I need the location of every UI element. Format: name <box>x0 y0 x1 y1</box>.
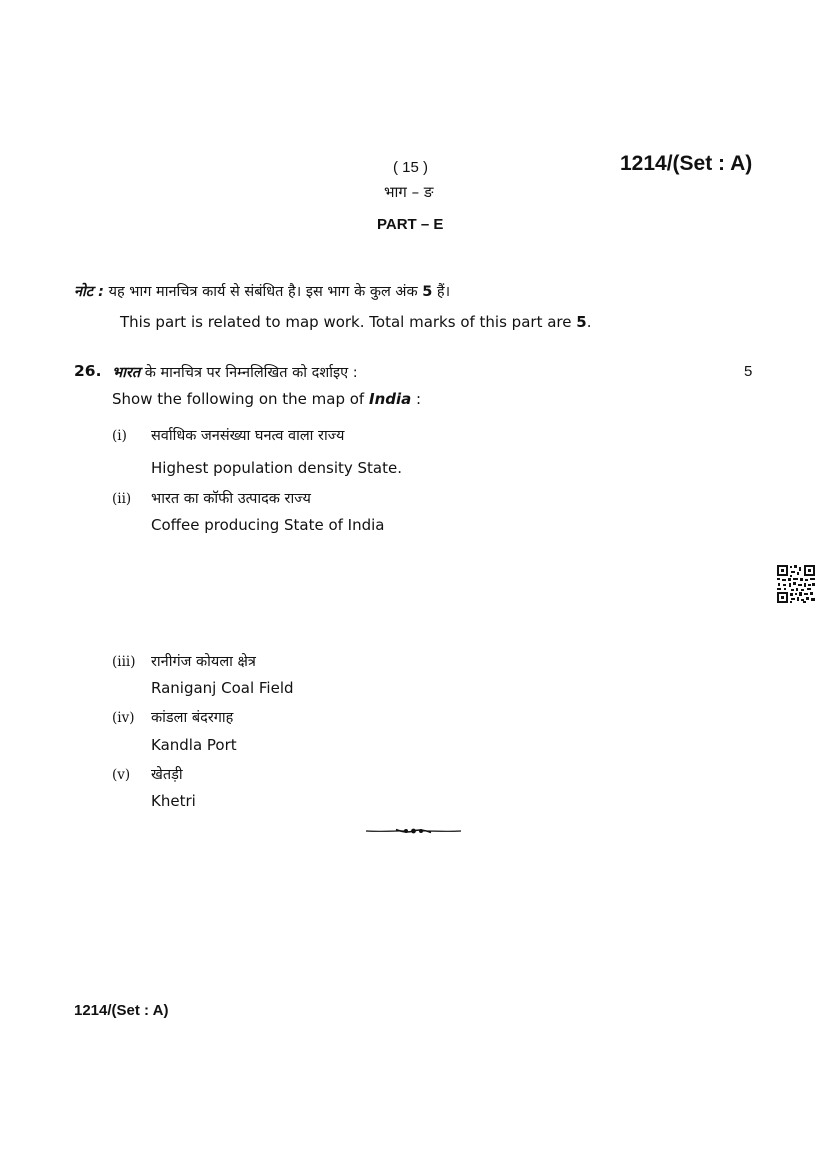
qr-code-icon <box>777 565 815 603</box>
question-english-emph: India <box>369 390 412 408</box>
item-numeral: (iii) <box>112 654 136 670</box>
paper-code-header: 1214/(Set : A) <box>620 152 753 175</box>
item-hindi: सर्वाधिक जनसंख्या घनत्व वाला राज्य <box>151 428 345 444</box>
item-english: Raniganj Coal Field <box>151 679 294 697</box>
note-hindi-suffix: हैं। <box>432 284 451 300</box>
item-hindi: भारत का कॉफी उत्पादक राज्य <box>151 491 311 507</box>
note-hindi <box>74 281 450 301</box>
part-title-english: PART – E <box>377 216 444 233</box>
question-english-prefix: Show the following on the map of <box>112 390 369 408</box>
question-hindi <box>112 362 358 382</box>
note-english <box>120 313 591 331</box>
note-english-suffix: . <box>586 313 592 331</box>
question-hindi-emph: भारत <box>112 365 141 381</box>
page-number: ( 15 ) <box>393 159 429 176</box>
question-number: 26. <box>74 362 102 380</box>
note-english-marks: 5 <box>576 313 587 331</box>
item-numeral: (iv) <box>112 710 135 726</box>
note-label: नोट : <box>74 284 104 300</box>
question-marks: 5 <box>744 363 753 380</box>
note-hindi-text: यह भाग मानचित्र कार्य से संबंधित है। इस भाग के कुल अंक <box>108 284 423 300</box>
item-hindi: कांडला बंदरगाह <box>151 710 234 726</box>
item-numeral: (v) <box>112 767 131 783</box>
item-numeral: (ii) <box>112 491 132 507</box>
item-english: Kandla Port <box>151 736 237 754</box>
item-english: Coffee producing State of India <box>151 516 385 534</box>
question-english <box>112 390 421 408</box>
item-hindi: खेतड़ी <box>151 767 183 783</box>
part-title-hindi: भाग – ङ <box>384 183 434 201</box>
item-hindi: रानीगंज कोयला क्षेत्र <box>151 654 256 670</box>
item-numeral: (i) <box>112 428 127 444</box>
question-english-suffix: : <box>411 390 422 408</box>
question-hindi-rest: के मानचित्र पर निम्नलिखित को दर्शाइए : <box>140 365 358 381</box>
end-divider-ornament <box>366 823 461 839</box>
paper-code-footer: 1214/(Set : A) <box>74 1002 169 1019</box>
note-english-text: This part is related to map work. Total marks of this part are <box>120 313 577 331</box>
note-hindi-marks: 5 <box>422 284 433 300</box>
item-english: Khetri <box>151 792 196 810</box>
item-english: Highest population density State. <box>151 459 402 477</box>
